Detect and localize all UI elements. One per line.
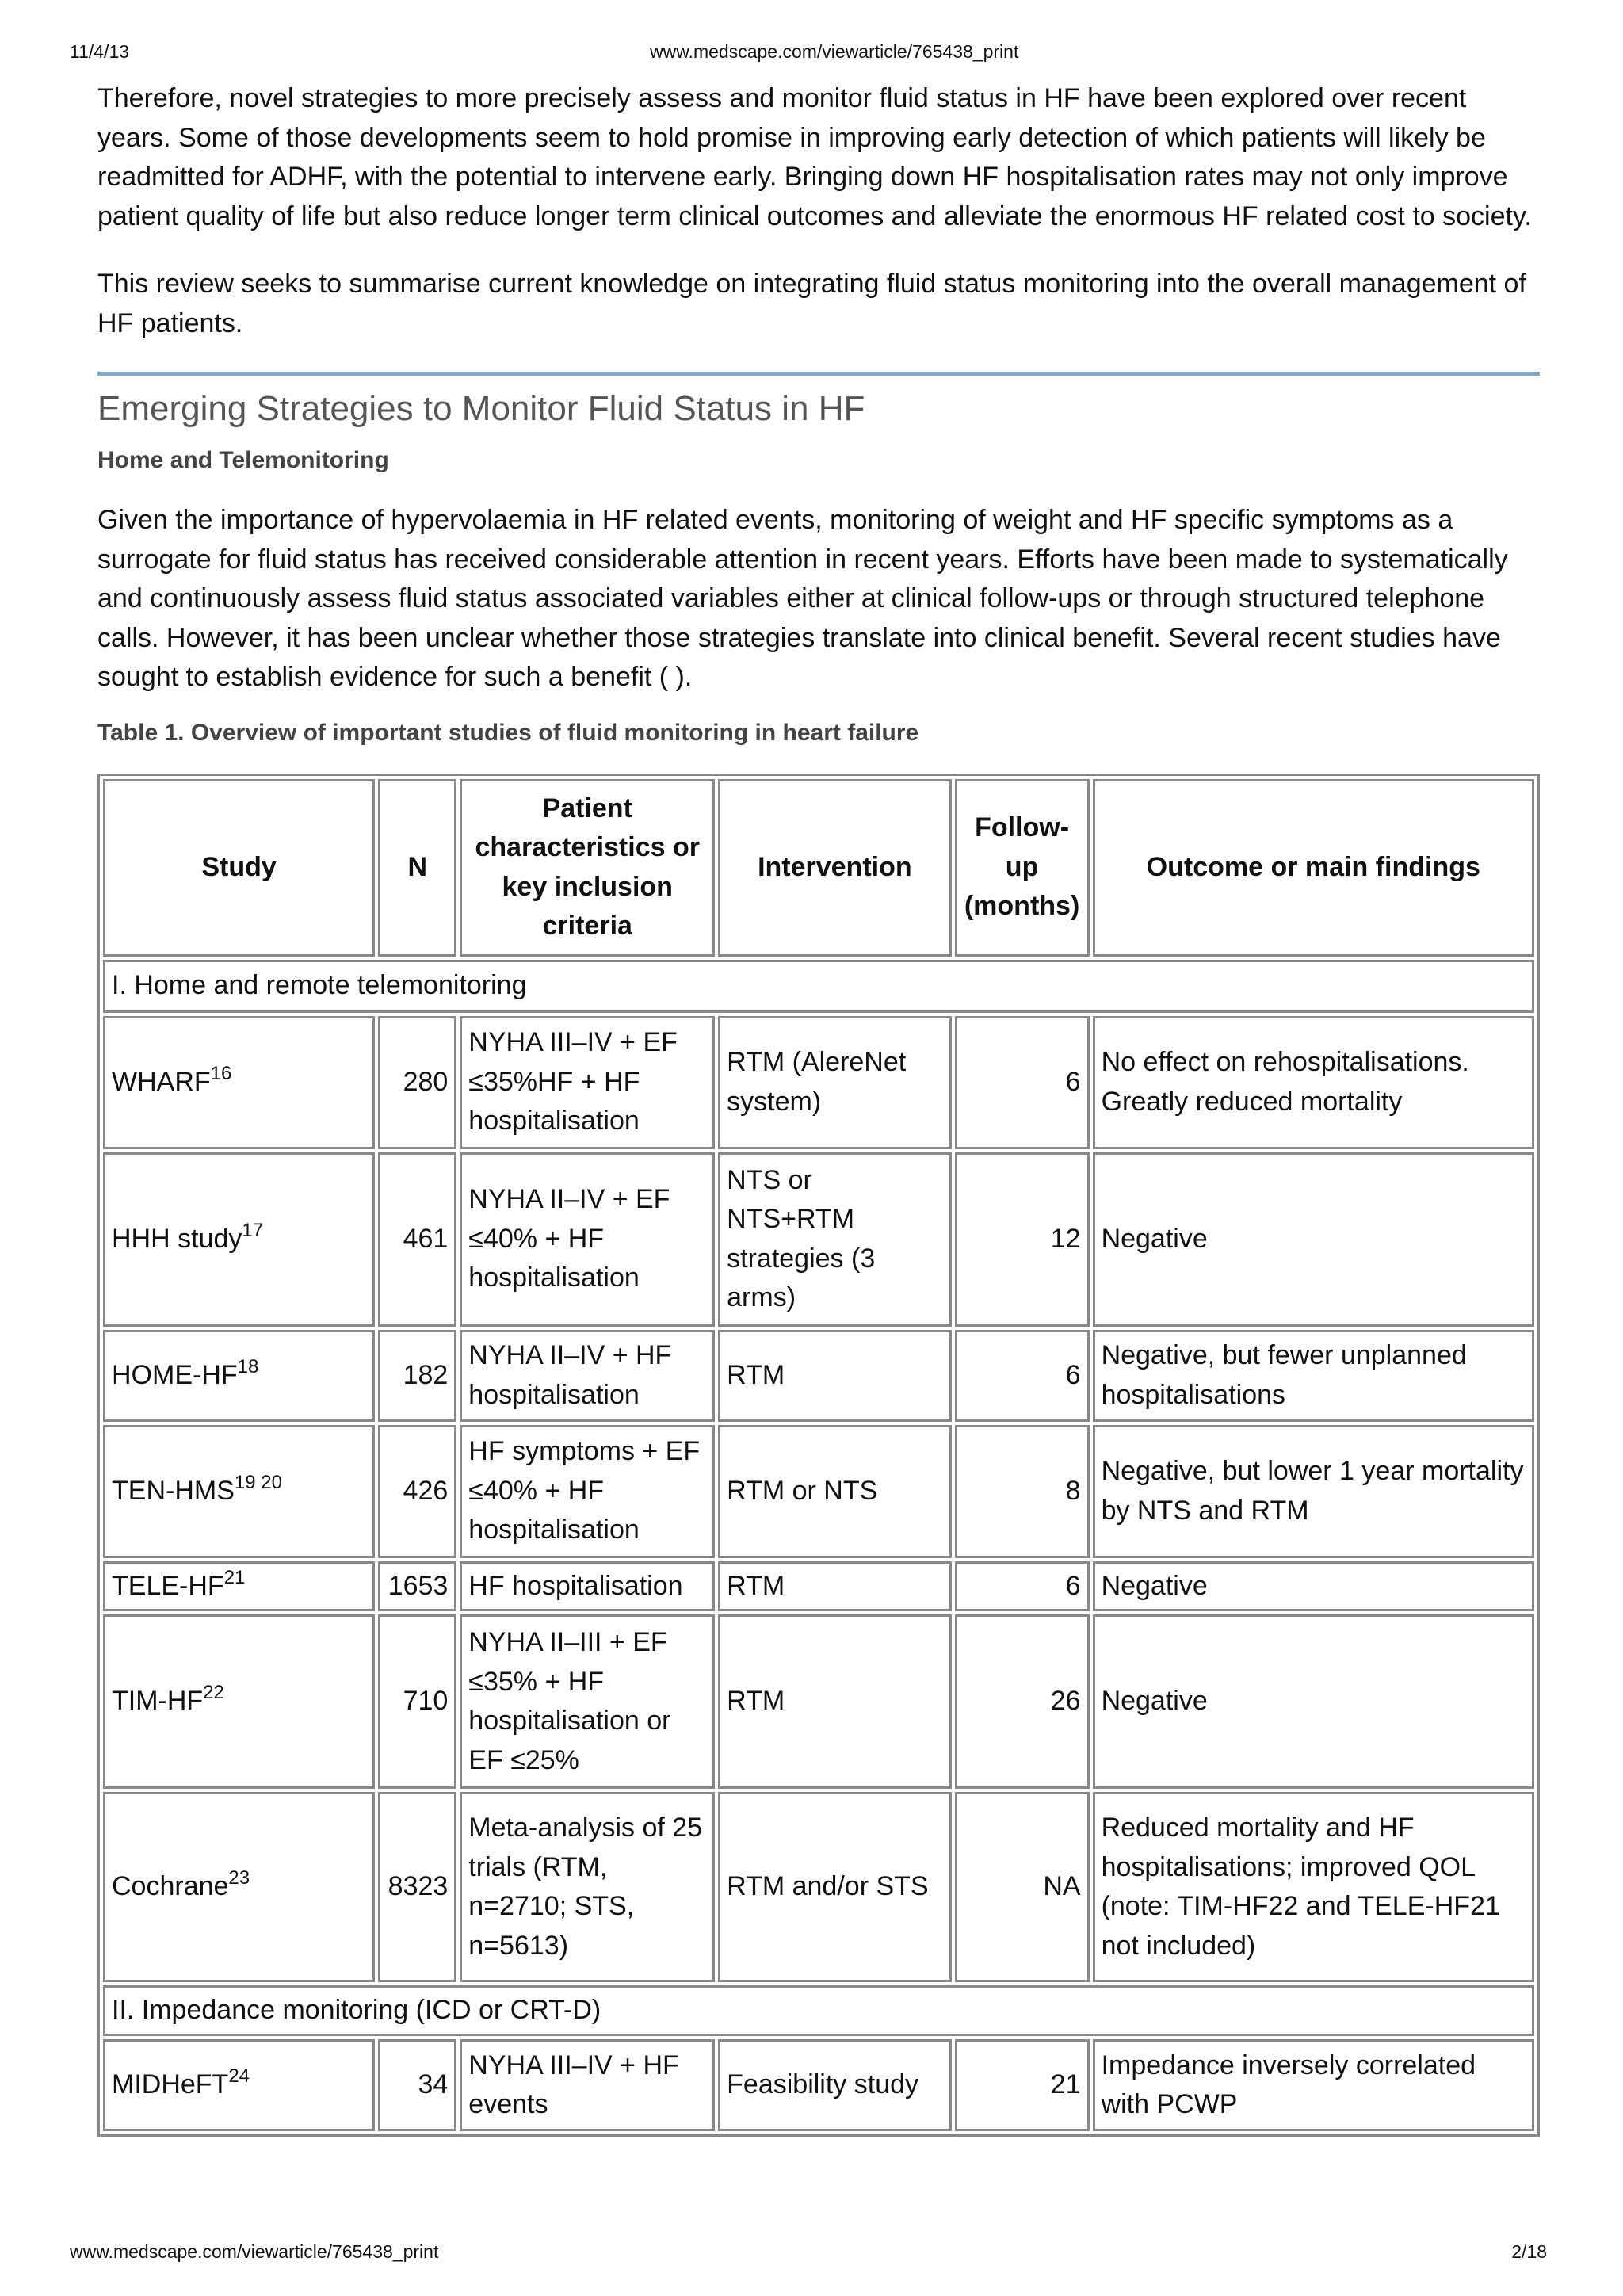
cell-study — [103, 1425, 375, 1558]
subsection-title: Home and Telemonitoring — [97, 447, 389, 473]
header-intervention: Intervention — [718, 779, 951, 957]
table-section-row — [103, 1985, 1534, 2036]
study-name: TEN-HMS — [112, 1475, 235, 1506]
cell-intervention: RTM and/or STS — [718, 1792, 951, 1982]
table-row — [103, 1016, 1534, 1149]
print-footer — [0, 2241, 1623, 2270]
cell-intervention: RTM — [718, 1614, 951, 1789]
reference-number: 16 — [210, 1062, 232, 1084]
cell-intervention: RTM (AlereNet system) — [718, 1016, 951, 1149]
reference-number: 21 — [223, 1566, 246, 1588]
cell-followup: 12 — [955, 1152, 1090, 1327]
reference-number: 24 — [228, 2065, 250, 2088]
cell-patients: Meta-analysis of 25 trials (RTM, n=2710; STS, n=5613) — [460, 1792, 715, 1982]
intro-paragraph-1: Therefore, novel strategies to more precisely assess and monitor fluid status in HF have been explored over recent years. Some of those developments seem to hold promise in improving early detection of which patients will likely be readmitted for ADHF, with the potential to intervene early. Bringing down HF hospitalisation rates may not only improve patient quality of life but also reduce longer term clinical outcomes and alleviate the enormous HF related cost to society. — [97, 83, 1532, 231]
cell-patients: NYHA II–III + EF ≤35% + HF hospitalisation or EF ≤25% — [460, 1614, 715, 1789]
study-name: TELE-HF — [112, 1570, 224, 1601]
cell-study — [103, 1561, 375, 1612]
study-name: MIDHeFT — [112, 2069, 229, 2100]
cell-outcome: Negative, but fewer unplanned hospitalisations — [1093, 1330, 1534, 1422]
header-patients: Patient characteristics or key inclusion criteria — [460, 779, 715, 957]
cell-study — [103, 2039, 375, 2131]
cell-outcome: Impedance inversely correlated with PCWP — [1093, 2039, 1534, 2131]
table-row — [103, 1425, 1534, 1558]
study-name: WHARF — [112, 1066, 211, 1097]
cell-study — [103, 1152, 375, 1327]
table-header-row — [103, 779, 1534, 957]
cell-intervention: Feasibility study — [718, 2039, 951, 2131]
cell-n: 1653 — [378, 1561, 456, 1612]
cell-outcome: Reduced mortality and HF hospitalisations; improved QOL (note: TIM-HF22 and TELE-HF21 not included) — [1093, 1792, 1534, 1982]
table-section-row — [103, 960, 1534, 1013]
table-row — [103, 1330, 1534, 1422]
cell-n: 461 — [378, 1152, 456, 1327]
table-row — [103, 1614, 1534, 1789]
cell-followup: 21 — [955, 2039, 1090, 2131]
section-title: Emerging Strategies to Monitor Fluid Status in HF — [97, 389, 865, 428]
cell-n: 34 — [378, 2039, 456, 2131]
cell-n: 182 — [378, 1330, 456, 1422]
cell-patients: NYHA III–IV + EF ≤35%HF + HF hospitalisation — [460, 1016, 715, 1149]
print-url: www.medscape.com/viewarticle/765438_print — [650, 41, 1019, 62]
cell-n: 710 — [378, 1614, 456, 1789]
print-date: 11/4/13 — [70, 41, 130, 62]
header-followup: Follow-up (months) — [955, 779, 1090, 957]
section-label-telemonitoring: I. Home and remote telemonitoring — [103, 960, 1534, 1013]
cell-n: 280 — [378, 1016, 456, 1149]
cell-patients: HF symptoms + EF ≤40% + HF hospitalisation — [460, 1425, 715, 1558]
cell-study — [103, 1330, 375, 1422]
cell-patients: HF hospitalisation — [460, 1561, 715, 1612]
study-name: TIM-HF — [112, 1686, 204, 1717]
section-paragraph: Given the importance of hypervolaemia in HF related events, monitoring of weight and HF specific symptoms as a surrogate for fluid status has received considerable attention in recent years. Efforts have been made to systematically and continuously assess fluid status associated variables either at clinical follow-ups or through structured telephone calls. However, it has been unclear whether those strategies translate into clinical benefit. Several recent studies have sought to establish evidence for such a benefit ( ). — [97, 505, 1508, 692]
cell-followup: 6 — [955, 1330, 1090, 1422]
section-divider — [97, 372, 1540, 376]
study-name: HOME-HF — [112, 1359, 238, 1390]
cell-followup: 6 — [955, 1561, 1090, 1612]
cell-followup: 26 — [955, 1614, 1090, 1789]
intro-paragraph-2: This review seeks to summarise current knowledge on integrating fluid status monitoring into the overall management of HF patients. — [97, 269, 1526, 338]
header-n: N — [378, 779, 456, 957]
section-label-impedance: II. Impedance monitoring (ICD or CRT-D) — [103, 1985, 1534, 2036]
page-number: 2/18 — [1511, 2241, 1547, 2262]
studies-table — [97, 774, 1540, 2137]
footer-url: www.medscape.com/viewarticle/765438_print — [70, 2241, 439, 2262]
table-row — [103, 1152, 1534, 1327]
table-row — [103, 1561, 1534, 1612]
table-row — [103, 2039, 1534, 2131]
cell-study — [103, 1792, 375, 1982]
print-header — [0, 41, 1623, 70]
cell-n: 426 — [378, 1425, 456, 1558]
header-outcome: Outcome or main findings — [1093, 779, 1534, 957]
cell-patients: NYHA III–IV + HF events — [460, 2039, 715, 2131]
cell-followup: NA — [955, 1792, 1090, 1982]
reference-number: 23 — [228, 1867, 250, 1889]
study-name: HHH study — [112, 1223, 242, 1254]
reference-number: 17 — [242, 1219, 264, 1241]
cell-study — [103, 1016, 375, 1149]
cell-study — [103, 1614, 375, 1789]
cell-patients: NYHA II–IV + HF hospitalisation — [460, 1330, 715, 1422]
reference-number: 22 — [203, 1682, 224, 1704]
header-study: Study — [103, 779, 375, 957]
cell-outcome: Negative — [1093, 1614, 1534, 1789]
cell-n: 8323 — [378, 1792, 456, 1982]
cell-intervention: RTM — [718, 1561, 951, 1612]
cell-intervention: RTM or NTS — [718, 1425, 951, 1558]
cell-outcome: Negative — [1093, 1152, 1534, 1327]
cell-outcome: No effect on rehospitalisations. Greatly reduced mortality — [1093, 1016, 1534, 1149]
article-content — [97, 79, 1540, 2137]
reference-number: 19 20 — [234, 1471, 282, 1493]
cell-intervention: NTS or NTS+RTM strategies (3 arms) — [718, 1152, 951, 1327]
cell-outcome: Negative, but lower 1 year mortality by NTS and RTM — [1093, 1425, 1534, 1558]
study-name: Cochrane — [112, 1871, 229, 1902]
table-caption: Table 1. Overview of important studies of fluid monitoring in heart failure — [97, 719, 919, 746]
cell-intervention: RTM — [718, 1330, 951, 1422]
reference-number: 18 — [237, 1355, 259, 1377]
table-row — [103, 1792, 1534, 1982]
cell-followup: 6 — [955, 1016, 1090, 1149]
cell-outcome: Negative — [1093, 1561, 1534, 1612]
cell-patients: NYHA II–IV + EF ≤40% + HF hospitalisation — [460, 1152, 715, 1327]
cell-followup: 8 — [955, 1425, 1090, 1558]
